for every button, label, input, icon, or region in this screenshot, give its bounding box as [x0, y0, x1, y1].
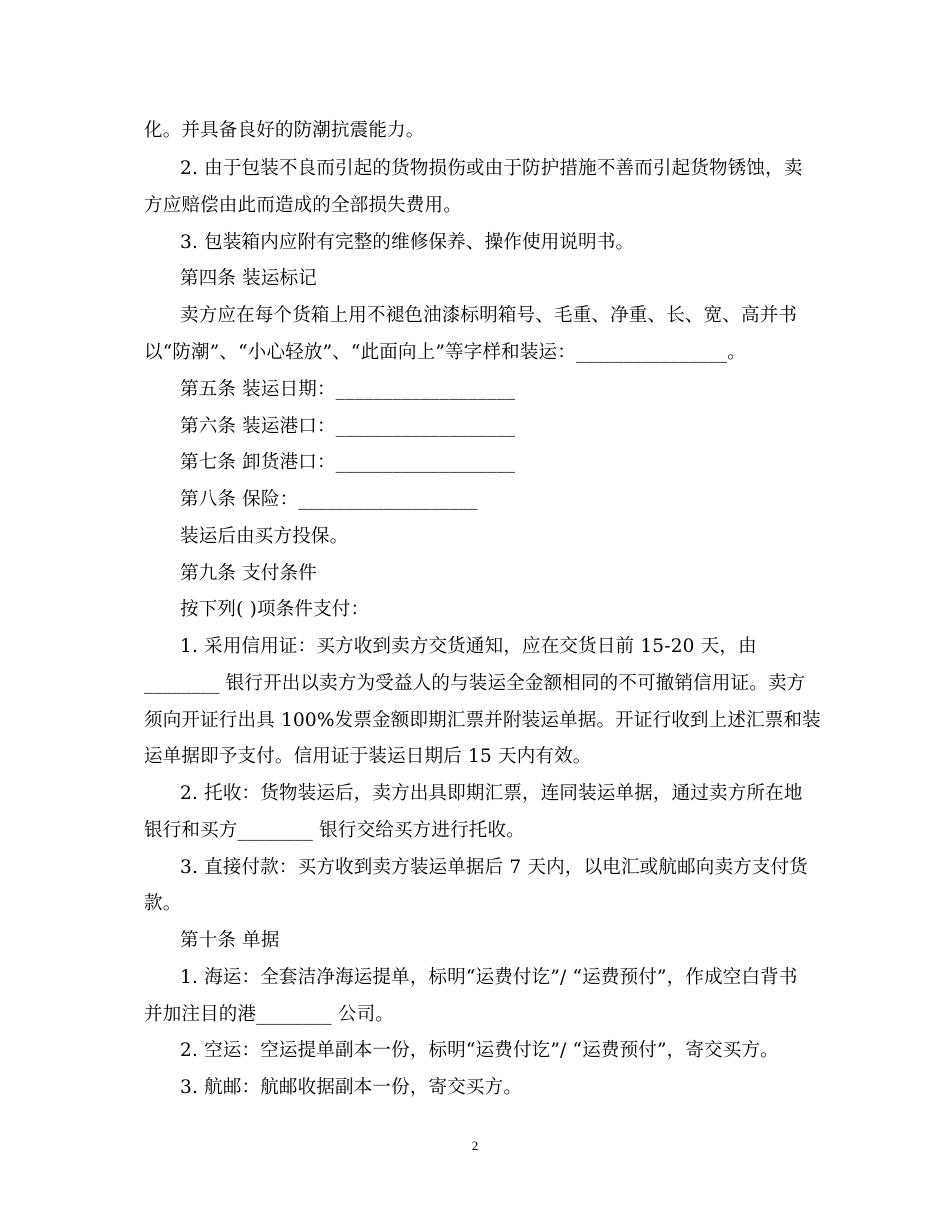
section-heading: 第九条 支付条件: [180, 563, 317, 584]
paragraph-line: 3. 直接付款：买方收到卖方装运单据后 7 天内，以电汇或航邮向卖方支付货: [180, 857, 808, 878]
paragraph-line: 款。: [144, 893, 182, 914]
paragraph-line: 按下列( )项条件支付：: [180, 599, 370, 620]
paragraph-line: 化。并具备良好的防潮抗震能力。: [144, 120, 425, 141]
paragraph-line: 方应赔偿由此而造成的全部损失费用。: [144, 195, 462, 216]
section-heading: 第五条 装运日期：___________________: [180, 379, 516, 400]
section-heading: 第八条 保险：___________________: [180, 489, 478, 510]
paragraph-line: 1. 采用信用证：买方收到卖方交货通知，应在交货日前 15-20 天，由: [180, 636, 757, 657]
paragraph-line: 卖方应在每个货箱上用不褪色油漆标明箱号、毛重、净重、长、宽、高并书: [180, 305, 798, 326]
paragraph-line: 并加注目的港________ 公司。: [144, 1004, 394, 1025]
paragraph-line: 装运后由买方投保。: [180, 526, 349, 547]
page-number: 2: [471, 1138, 479, 1153]
section-heading: 第七条 卸货港口：___________________: [180, 452, 516, 473]
paragraph-line: 3. 包装箱内应附有完整的维修保养、操作使用说明书。: [180, 232, 635, 253]
paragraph-line: 2. 由于包装不良而引起的货物损伤或由于防护措施不善而引起货物锈蚀，卖: [180, 158, 803, 179]
paragraph-line: 以“防潮”、“小心轻放”、“此面向上”等字样和装运：________________。: [144, 342, 746, 363]
paragraph-line: 2. 托收：货物装运后，卖方出具即期汇票，连同装运单据，通过卖方所在地: [180, 783, 803, 804]
paragraph-line: 2. 空运：空运提单副本一份，标明“运费付讫”/ “运费预付”，寄交买方。: [180, 1040, 779, 1061]
paragraph-line: ________ 银行开出以卖方为受益人的与装运全金额相同的不可撤销信用证。卖方: [144, 673, 806, 694]
paragraph-line: 3. 航邮：航邮收据副本一份，寄交买方。: [180, 1077, 523, 1098]
section-heading: 第十条 单据: [180, 930, 280, 951]
paragraph-line: 须向开证行出具 100%发票金额即期汇票并附装运单据。开证行收到上述汇票和装: [144, 710, 821, 731]
section-heading: 第四条 装运标记: [180, 268, 317, 289]
paragraph-line: 1. 海运：全套洁净海运提单，标明“运费付讫”/ “运费预付”，作成空白背书: [180, 967, 798, 988]
paragraph-line: 银行和买方________ 银行交给买方进行托收。: [144, 820, 525, 841]
paragraph-line: 运单据即予支付。信用证于装运日期后 15 天内有效。: [144, 746, 592, 767]
section-heading: 第六条 装运港口：___________________: [180, 416, 516, 437]
